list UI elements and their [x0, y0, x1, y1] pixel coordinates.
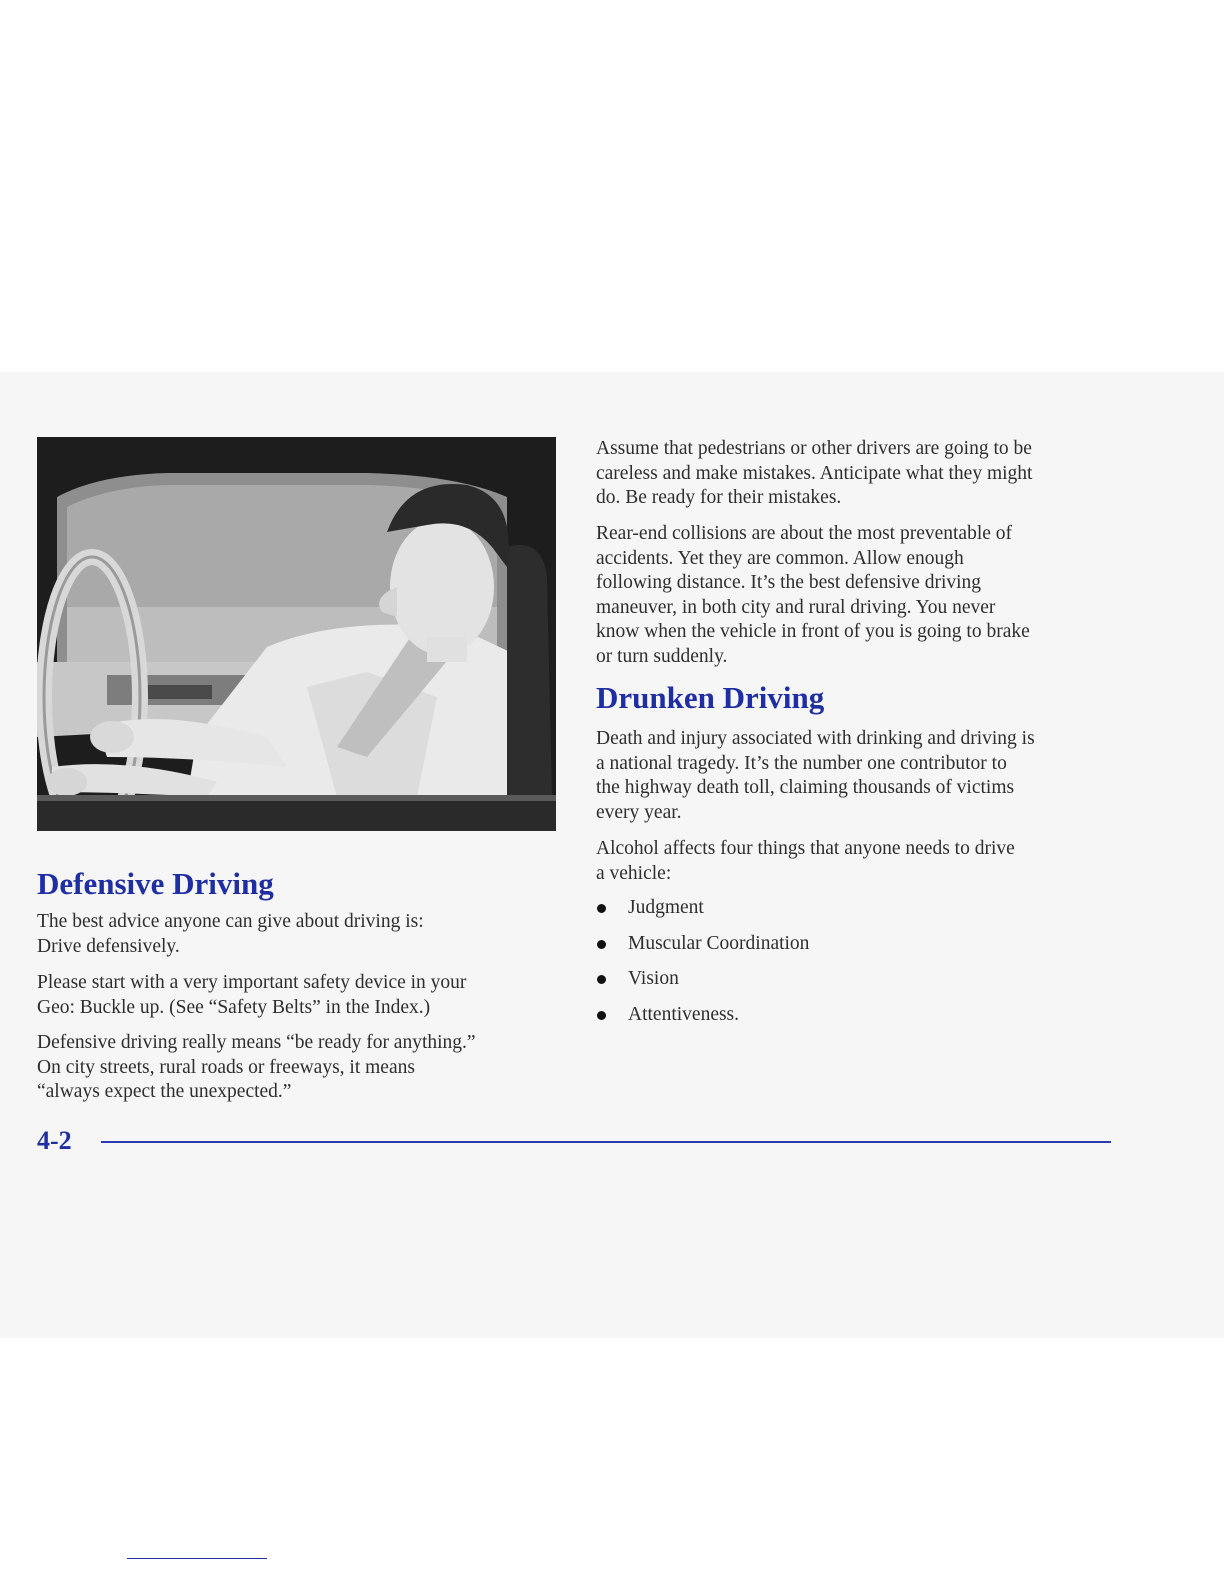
defensive-driving-heading: Defensive Driving — [37, 866, 274, 901]
text-line: every year. — [596, 801, 682, 823]
driver-illustration-drawing — [37, 437, 556, 831]
paragraph-alcohol-affects — [596, 837, 1015, 886]
text-line: following distance. It’s the best defensive driving — [596, 572, 982, 593]
paragraph-buckle-up — [37, 971, 466, 1020]
text-line: or turn suddenly. — [596, 645, 728, 667]
list-item — [596, 932, 809, 968]
text-line: Assume that pedestrians or other drivers are going to be — [596, 438, 1032, 459]
text-line: Please start with a very important safety device in your — [37, 972, 467, 993]
list-item-label: Judgment — [628, 897, 704, 918]
text-line: accidents. Yet they are common. Allow enough — [596, 547, 964, 569]
bullet-icon — [597, 904, 606, 913]
text-line: Geo: Buckle up. (See “Safety Belts” in the Index.) — [37, 996, 431, 1018]
driver-illustration — [37, 437, 556, 831]
text-line: Defensive driving really means “be ready for anything.” — [37, 1032, 476, 1053]
drunken-driving-heading: Drunken Driving — [596, 680, 825, 715]
text-line: The best advice anyone can give about driving is: — [37, 911, 424, 932]
paragraph-assume-mistakes — [596, 437, 1032, 511]
paragraph-be-ready — [37, 1031, 476, 1105]
paragraph-best-advice — [37, 910, 424, 959]
text-line: Rear-end collisions are about the most preventable of — [596, 523, 1013, 544]
list-item — [596, 967, 809, 1003]
text-line: a vehicle: — [596, 862, 672, 884]
footer-rule — [101, 1141, 1111, 1143]
list-item-label: Muscular Coordination — [628, 932, 810, 954]
bullet-icon — [597, 1011, 606, 1020]
paragraph-rear-end-collisions — [596, 522, 1030, 669]
page-number: 4-2 — [37, 1126, 72, 1155]
text-line: a national tragedy. It’s the number one contributor to — [596, 752, 1007, 774]
alcohol-effects-list — [596, 896, 809, 1038]
text-line: know when the vehicle in front of you is going to brake — [596, 621, 1030, 642]
list-item-label: Vision — [628, 968, 679, 989]
text-line: Drive defensively. — [37, 935, 180, 957]
text-line: On city streets, rural roads or freeways, it means — [37, 1056, 415, 1078]
text-line: “always expect the unexpected.” — [37, 1081, 292, 1102]
list-item — [596, 896, 809, 932]
text-line: Alcohol affects four things that anyone needs to drive — [596, 838, 1015, 859]
text-line: the highway death toll, claiming thousands of victims — [596, 777, 1015, 798]
bullet-icon — [597, 975, 606, 984]
bullet-icon — [597, 940, 606, 949]
list-item-label: Attentiveness. — [628, 1003, 740, 1025]
paragraph-death-and-injury — [596, 727, 1035, 825]
text-line: maneuver, in both city and rural driving. You never — [596, 596, 996, 618]
bottom-divider — [127, 1558, 267, 1559]
text-line: careless and make mistakes. Anticipate what they might — [596, 462, 1033, 484]
text-line: Death and injury associated with drinking and driving is — [596, 728, 1035, 749]
text-line: do. Be ready for their mistakes. — [596, 487, 842, 508]
list-item — [596, 1003, 809, 1039]
